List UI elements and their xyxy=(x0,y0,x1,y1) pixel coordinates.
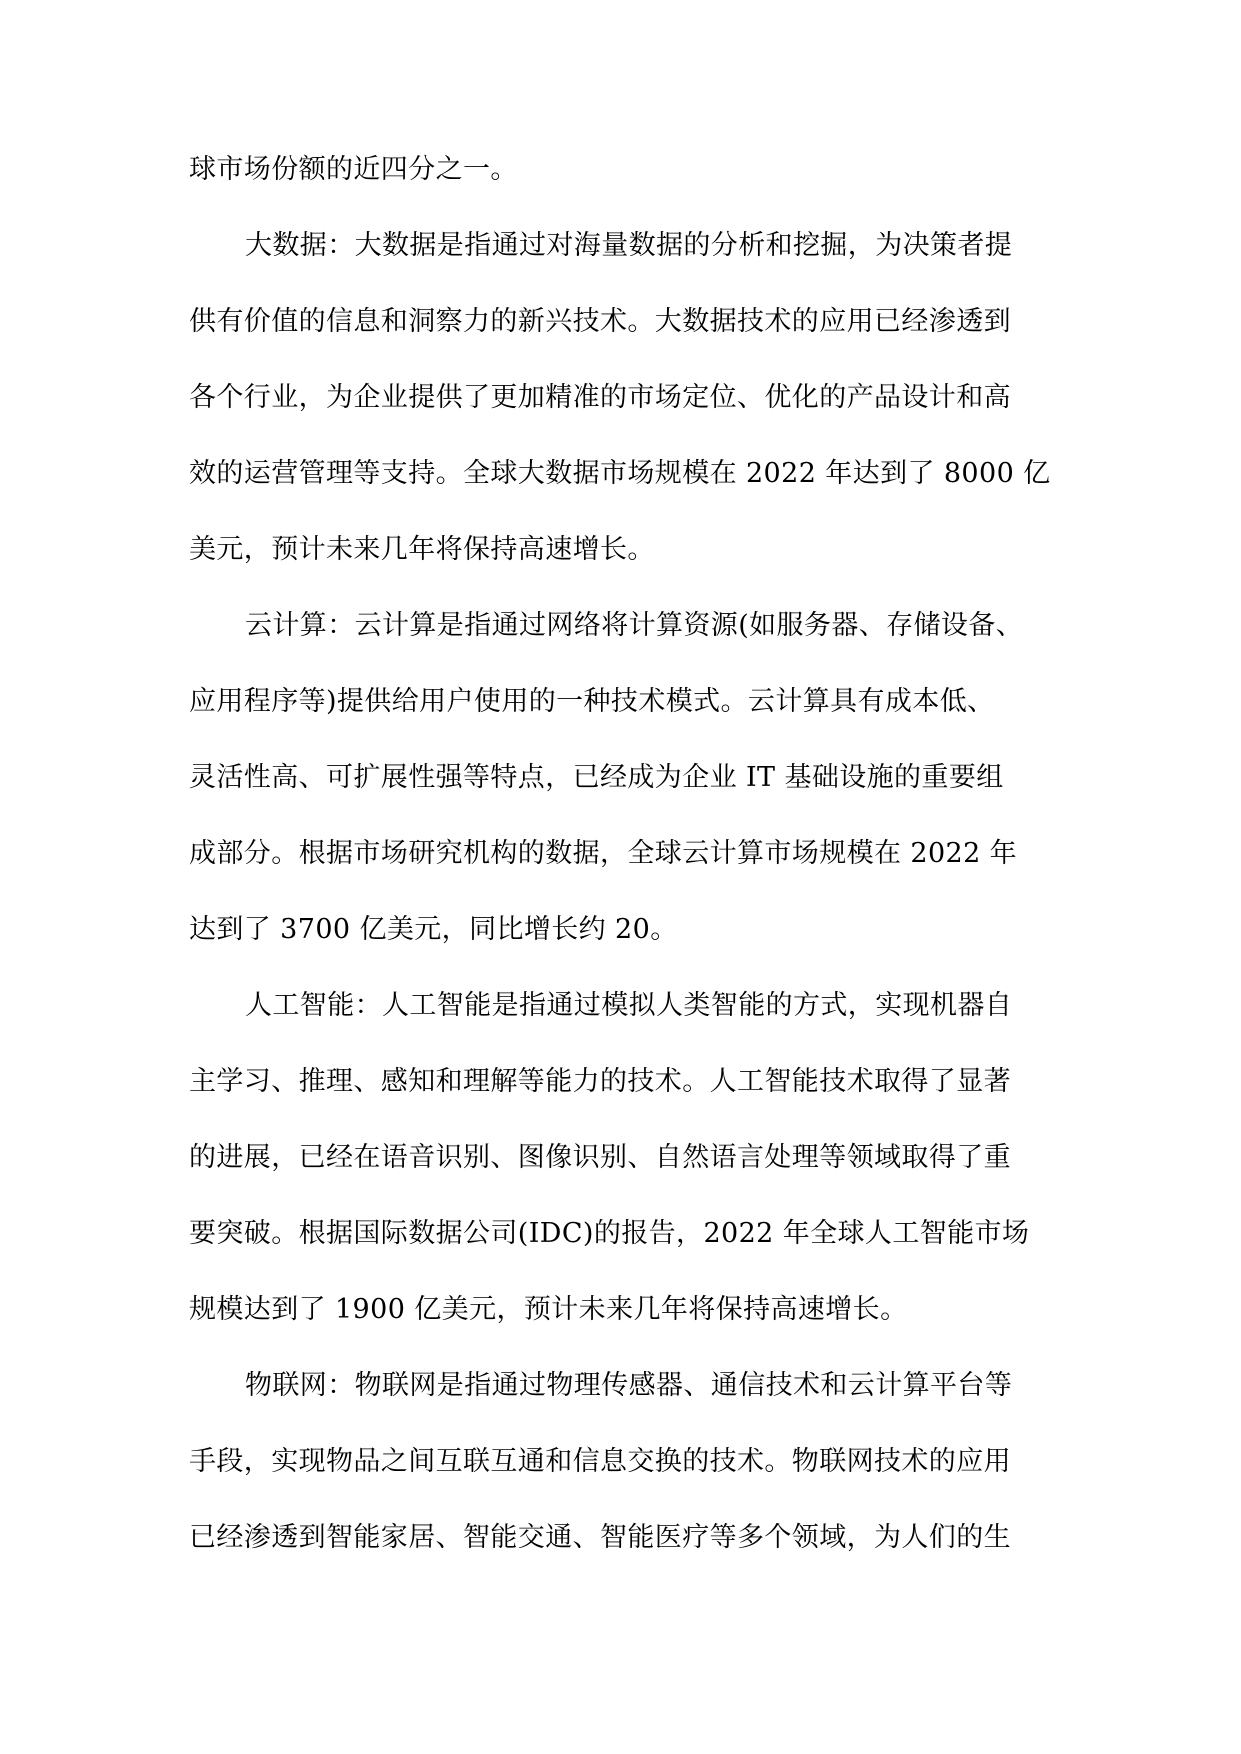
paragraph-line: 已经渗透到智能家居、智能交通、智能医疗等多个领域，为人们的生 xyxy=(189,1522,1011,1553)
paragraph-cloud-computing-first-line: 云计算：云计算是指通过网络将计算资源(如服务器、存储设备、 xyxy=(245,610,1024,641)
paragraph-line: 美元，预计未来几年将保持高速增长。 xyxy=(189,534,655,565)
paragraph-line: 手段，实现物品之间互联互通和信息交换的技术。物联网技术的应用 xyxy=(189,1446,1011,1477)
paragraph-line: 规模达到了 1900 亿美元，预计未来几年将保持高速增长。 xyxy=(189,1294,908,1325)
paragraph-line: 灵活性高、可扩展性强等特点，已经成为企业 IT 基础设施的重要组 xyxy=(189,762,1004,793)
paragraph-big-data-first-line: 大数据：大数据是指通过对海量数据的分析和挖掘，为决策者提 xyxy=(245,230,1013,261)
paragraph-line: 要突破。根据国际数据公司(IDC)的报告，2022 年全球人工智能市场 xyxy=(189,1218,1030,1249)
paragraph-line: 的进展，已经在语音识别、图像识别、自然语言处理等领域取得了重 xyxy=(189,1142,1011,1173)
paragraph-line: 成部分。根据市场研究机构的数据，全球云计算市场规模在 2022 年 xyxy=(189,838,1018,869)
paragraph-line: 主学习、推理、感知和理解等能力的技术。人工智能技术取得了显著 xyxy=(189,1066,1011,1097)
paragraph-line: 效的运营管理等支持。全球大数据市场规模在 2022 年达到了 8000 亿 xyxy=(189,458,1051,489)
paragraph-line: 达到了 3700 亿美元，同比增长约 20。 xyxy=(189,914,678,945)
paragraph-line: 各个行业，为企业提供了更加精准的市场定位、优化的产品设计和高 xyxy=(189,382,1011,413)
paragraph-line: 供有价值的信息和洞察力的新兴技术。大数据技术的应用已经渗透到 xyxy=(189,306,1011,337)
paragraph-ai-first-line: 人工智能：人工智能是指通过模拟人类智能的方式，实现机器自 xyxy=(245,990,1013,1021)
paragraph-iot-first-line: 物联网：物联网是指通过物理传感器、通信技术和云计算平台等 xyxy=(245,1370,1013,1401)
paragraph-line: 球市场份额的近四分之一。 xyxy=(189,154,518,185)
paragraph-line: 应用程序等)提供给用户使用的一种技术模式。云计算具有成本低、 xyxy=(189,686,995,717)
